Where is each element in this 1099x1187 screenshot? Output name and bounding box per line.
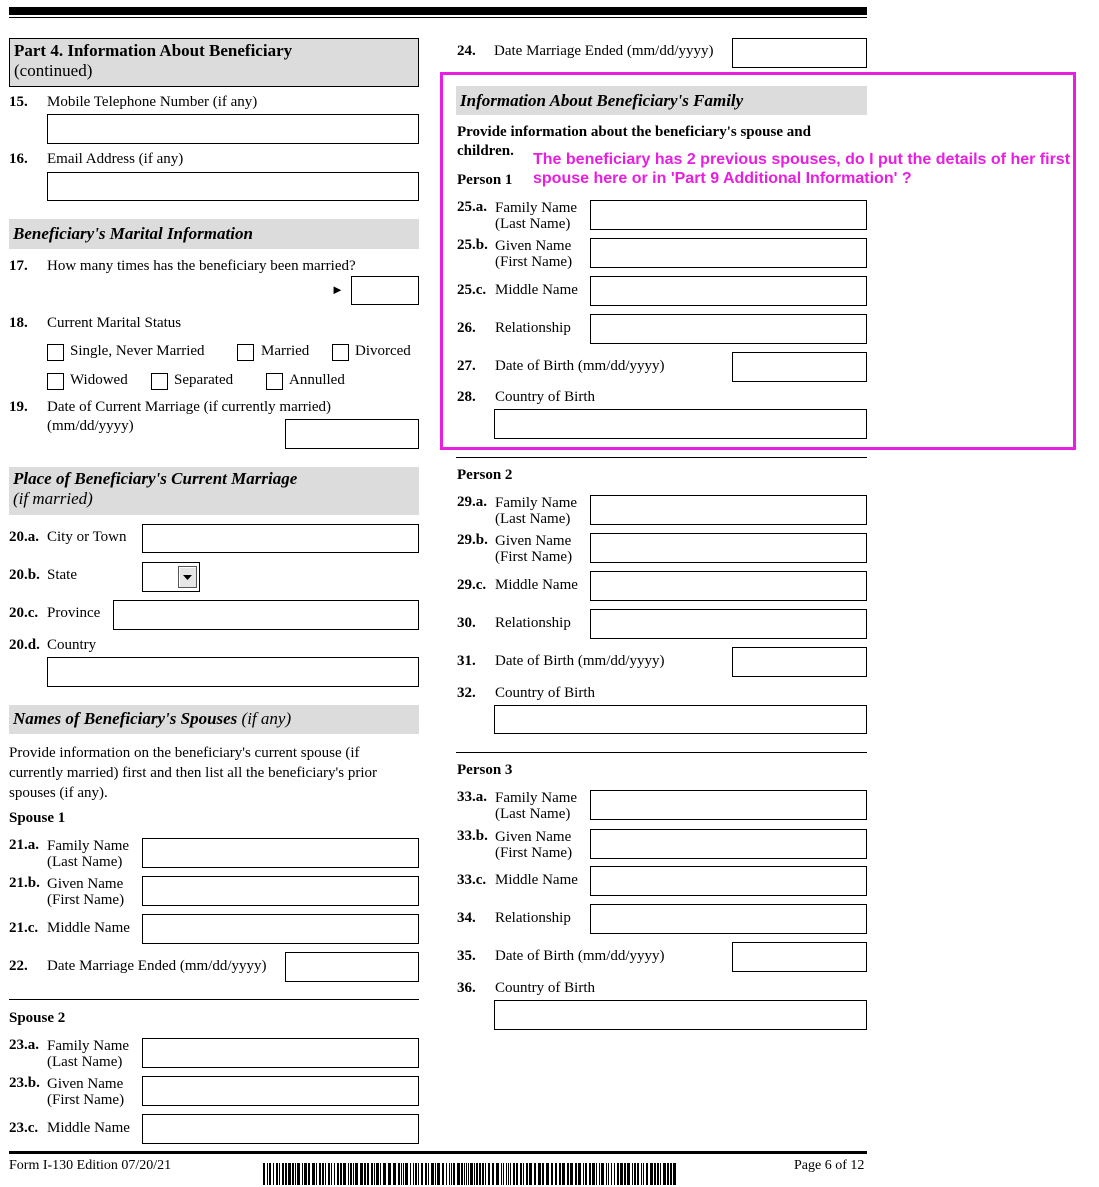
q20b-label: State <box>47 567 77 583</box>
barcode-bar <box>451 1163 452 1185</box>
q29a-number: 29.a. <box>457 494 487 510</box>
checkbox-married-label: Married <box>261 343 310 359</box>
barcode-bar <box>526 1163 528 1185</box>
spouse1-middle-name-field[interactable] <box>142 914 419 944</box>
spouse1-title: Spouse 1 <box>9 810 66 826</box>
barcode-bar <box>529 1163 532 1185</box>
barcode-bar <box>302 1163 303 1185</box>
annotation-note <box>533 150 1070 188</box>
place-marriage-title: Place of Beneficiary's Current Marriage <box>13 469 298 488</box>
q30-number: 30. <box>457 615 476 631</box>
barcode-bar <box>380 1163 381 1185</box>
q21b-label: Given Name (First Name) <box>47 876 125 908</box>
footer-form-edition: Form I-130 Edition 07/20/21 <box>9 1158 172 1173</box>
barcode-bar <box>376 1163 379 1185</box>
barcode-bar <box>328 1163 330 1185</box>
q34-label: Relationship <box>495 910 571 926</box>
q32-number: 32. <box>457 685 476 701</box>
barcode-bar <box>606 1163 607 1185</box>
q33c-number: 33.c. <box>457 872 487 888</box>
q17-number: 17. <box>9 258 28 274</box>
barcode-bar <box>446 1163 447 1185</box>
barcode-bar <box>340 1163 342 1185</box>
q25a-number: 25.a. <box>457 199 487 215</box>
family-intro-line1: Provide information about the beneficiary's spouse and <box>457 124 811 140</box>
barcode-bar <box>632 1163 633 1185</box>
q24-label: Date Marriage Ended (mm/dd/yyyy) <box>494 43 714 59</box>
spouse2-middle-name-field[interactable] <box>142 1114 419 1144</box>
barcode-bar <box>516 1163 518 1185</box>
barcode-bar <box>371 1163 373 1185</box>
barcode-bar <box>654 1163 656 1185</box>
q26-label: Relationship <box>495 320 571 336</box>
q23b-label: Given Name (First Name) <box>47 1076 125 1108</box>
q19-label: Date of Current Marriage (if currently married) <box>47 399 332 415</box>
barcode-bar <box>646 1163 648 1185</box>
annotation-line2: spouse here or in 'Part 9 Additional Information' ? <box>533 170 912 187</box>
q29b-number: 29.b. <box>457 532 488 548</box>
barcode-bar <box>555 1163 557 1185</box>
barcode-bar <box>567 1163 569 1185</box>
barcode-bar <box>476 1163 478 1185</box>
spouse2-given-name-field[interactable] <box>142 1076 419 1106</box>
person3-country-birth-field[interactable] <box>494 1000 867 1030</box>
barcode-bar <box>297 1163 300 1185</box>
q20d-label: Country <box>47 637 97 653</box>
q23a-label: Family Name (Last Name) <box>47 1038 130 1070</box>
spouses-header <box>9 705 419 734</box>
barcode-bar <box>322 1163 324 1185</box>
person3-relationship-field[interactable] <box>590 904 867 934</box>
barcode-bar <box>466 1163 467 1185</box>
barcode-bar <box>596 1163 597 1185</box>
barcode-bar <box>401 1163 402 1185</box>
barcode-bar <box>617 1163 619 1185</box>
q23b-number: 23.b. <box>9 1075 40 1091</box>
person-divider-1 <box>456 457 867 458</box>
barcode-bar <box>442 1163 444 1185</box>
barcode-bar <box>388 1163 391 1185</box>
barcode-bar <box>470 1163 473 1185</box>
barcode-bar <box>570 1163 573 1185</box>
barcode-bar <box>464 1163 465 1185</box>
q21c-label: Middle Name <box>47 920 130 936</box>
barcode-bar <box>663 1163 666 1185</box>
spouses-intro-line2: currently married) first and then list all the beneficiary's prior <box>9 765 377 781</box>
barcode-bar <box>269 1163 271 1185</box>
barcode-bar <box>418 1163 419 1185</box>
barcode-bar <box>592 1163 595 1185</box>
place-marriage-sub: (if married) <box>13 489 93 508</box>
barcode-bar <box>657 1163 659 1185</box>
barcode-bar <box>415 1163 417 1185</box>
q33c-label: Middle Name <box>495 872 578 888</box>
barcode-bar <box>534 1163 536 1185</box>
q25c-number: 25.c. <box>457 282 487 298</box>
family-info-header: Information About Beneficiary's Family <box>456 86 867 115</box>
spouses-intro-line3: spouses (if any). <box>9 785 108 801</box>
barcode-bar <box>670 1163 672 1185</box>
checkbox-separated-label: Separated <box>174 372 234 388</box>
person3-family-name-field[interactable] <box>590 790 867 820</box>
barcode-bar <box>624 1163 626 1185</box>
barcode-bar <box>267 1163 268 1185</box>
checkbox-widowed-label: Widowed <box>70 372 128 388</box>
person1-country-birth-field[interactable] <box>494 409 867 439</box>
barcode-bar <box>295 1163 296 1185</box>
barcode-bar <box>634 1163 636 1185</box>
barcode-bar <box>355 1163 358 1185</box>
spouse2-family-name-field[interactable] <box>142 1038 419 1068</box>
times-married-field[interactable] <box>351 276 419 305</box>
q28-label: Country of Birth <box>495 389 595 405</box>
q27-label: Date of Birth (mm/dd/yyyy) <box>495 358 665 374</box>
arrow-icon: ► <box>331 282 344 297</box>
q29b-label: Given Name (First Name) <box>495 533 573 565</box>
q20c-number: 20.c. <box>9 605 39 621</box>
spouse2-title: Spouse 2 <box>9 1010 66 1026</box>
barcode-bar <box>449 1163 450 1185</box>
q24-number: 24. <box>457 43 476 59</box>
q15-number: 15. <box>9 94 28 110</box>
barcode-bar <box>410 1163 411 1185</box>
person1-family-name-field[interactable] <box>590 200 867 230</box>
q23c-label: Middle Name <box>47 1120 130 1136</box>
barcode-bar <box>482 1163 484 1185</box>
barcode-bar <box>513 1163 515 1185</box>
part4-title: Part 4. Information About Beneficiary <box>14 41 293 60</box>
barcode-bar <box>660 1163 661 1185</box>
top-rule <box>9 7 867 15</box>
checkbox-married[interactable] <box>237 344 254 361</box>
q25b-number: 25.b. <box>457 237 488 253</box>
q32-label: Country of Birth <box>495 685 595 701</box>
q35-number: 35. <box>457 948 476 964</box>
checkbox-annulled-label: Annulled <box>289 372 345 388</box>
barcode-bar <box>279 1163 280 1185</box>
barcode-bar <box>485 1163 486 1185</box>
q21a-number: 21.a. <box>9 837 39 853</box>
spouses-intro-line1: Provide information on the beneficiary's current spouse (if <box>9 745 360 761</box>
barcode-bar <box>650 1163 653 1185</box>
state-select[interactable] <box>142 562 200 592</box>
barcode-bar <box>413 1163 414 1185</box>
q29a-label: Family Name (Last Name) <box>495 495 578 527</box>
q21b-number: 21.b. <box>9 875 40 891</box>
barcode-bar <box>520 1163 522 1185</box>
q19-number: 19. <box>9 399 28 415</box>
q20d-number: 20.d. <box>9 637 40 653</box>
q20c-label: Province <box>47 605 101 621</box>
barcode-bar <box>578 1163 581 1185</box>
province-field[interactable] <box>113 600 419 630</box>
person2-country-birth-field[interactable] <box>494 705 867 734</box>
barcode-bar <box>282 1163 284 1185</box>
q25a-label: Family Name (Last Name) <box>495 200 578 232</box>
spouse1-family-name-field[interactable] <box>142 838 419 868</box>
place-marriage-header <box>9 467 419 515</box>
barcode-bar <box>360 1163 363 1185</box>
barcode-bar <box>637 1163 639 1185</box>
checkbox-single-label: Single, Never Married <box>70 343 205 359</box>
barcode-bar <box>542 1163 544 1185</box>
barcode-bar <box>431 1163 434 1185</box>
barcode-bar <box>643 1163 644 1185</box>
barcode-bar <box>546 1163 549 1185</box>
q33a-label: Family Name (Last Name) <box>495 790 578 822</box>
barcode-bar <box>308 1163 310 1185</box>
barcode-bar <box>312 1163 315 1185</box>
marital-info-header: Beneficiary's Marital Information <box>9 219 419 249</box>
q33b-label: Given Name (First Name) <box>495 829 573 861</box>
barcode-bar <box>374 1163 375 1185</box>
barcode-bar <box>319 1163 321 1185</box>
checkbox-separated[interactable] <box>151 373 168 390</box>
barcode-bar <box>334 1163 335 1185</box>
barcode-bar <box>501 1163 502 1185</box>
barcode-bar <box>608 1163 609 1185</box>
barcode-bar <box>288 1163 291 1185</box>
barcode-bar <box>510 1163 511 1185</box>
q16-label: Email Address (if any) <box>47 151 184 167</box>
q15-label: Mobile Telephone Number (if any) <box>47 94 258 110</box>
q33b-number: 33.b. <box>457 828 488 844</box>
spouse2-marriage-ended-field[interactable] <box>732 38 867 68</box>
q25c-label: Middle Name <box>495 282 578 298</box>
checkbox-widowed[interactable] <box>47 373 64 390</box>
q17-label: How many times has the beneficiary been married? <box>47 258 356 274</box>
barcode-bar <box>474 1163 475 1185</box>
part4-continued: (continued) <box>14 61 93 80</box>
barcode-bar <box>496 1163 499 1185</box>
q22-label: Date Marriage Ended (mm/dd/yyyy) <box>47 958 267 974</box>
person2-dob-field[interactable] <box>732 647 867 677</box>
person1-relationship-field[interactable] <box>590 314 867 344</box>
barcode-bar <box>403 1163 404 1185</box>
barcode-bar <box>348 1163 349 1185</box>
part4-header <box>9 38 419 87</box>
spouse1-given-name-field[interactable] <box>142 876 419 906</box>
person2-relationship-field[interactable] <box>590 609 867 639</box>
person3-middle-name-field[interactable] <box>590 866 867 896</box>
barcode-bar <box>437 1163 440 1185</box>
barcode-bar <box>292 1163 294 1185</box>
q20a-label: City or Town <box>47 529 127 545</box>
person1-dob-field[interactable] <box>732 352 867 382</box>
current-marriage-date-field[interactable] <box>285 419 419 449</box>
barcode-bar <box>343 1163 346 1185</box>
q23a-number: 23.a. <box>9 1037 39 1053</box>
person3-given-name-field[interactable] <box>590 829 867 859</box>
q33a-number: 33.a. <box>457 789 487 805</box>
barcode-bar <box>325 1163 326 1185</box>
family-intro-line2: children. <box>457 143 514 159</box>
barcode-bar <box>503 1163 504 1185</box>
q30-label: Relationship <box>495 615 571 631</box>
barcode-bar <box>421 1163 423 1185</box>
barcode-bar <box>559 1163 561 1185</box>
barcode-bar <box>453 1163 455 1185</box>
barcode-bar <box>641 1163 642 1185</box>
barcode-bar <box>479 1163 481 1185</box>
checkbox-divorced-label: Divorced <box>355 343 411 359</box>
q19-format: (mm/dd/yyyy) <box>47 418 134 434</box>
q35-label: Date of Birth (mm/dd/yyyy) <box>495 948 665 964</box>
barcode-bar <box>350 1163 352 1185</box>
q27-number: 27. <box>457 358 476 374</box>
barcode-bar <box>620 1163 623 1185</box>
person3-dob-field[interactable] <box>732 942 867 972</box>
barcode-bar <box>468 1163 469 1185</box>
barcode-bar <box>614 1163 615 1185</box>
barcode-bar <box>488 1163 490 1185</box>
q26-number: 26. <box>457 320 476 336</box>
person2-family-name-field[interactable] <box>590 495 867 525</box>
q36-number: 36. <box>457 980 476 996</box>
barcode-bar <box>627 1163 630 1185</box>
barcode-bar <box>538 1163 541 1185</box>
q22-number: 22. <box>9 958 28 974</box>
person2-title: Person 2 <box>457 467 513 483</box>
q25b-label: Given Name (First Name) <box>495 238 573 270</box>
top-rule-thin <box>9 17 867 18</box>
barcode-bar <box>405 1163 408 1185</box>
barcode-bar <box>589 1163 591 1185</box>
spouses-title: Names of Beneficiary's Spouses <box>13 709 238 728</box>
spouses-sub: (if any) <box>241 709 292 728</box>
barcode-bar <box>263 1163 265 1185</box>
spouses-intro <box>9 743 419 803</box>
q29c-label: Middle Name <box>495 577 578 593</box>
checkbox-divorced[interactable] <box>332 344 349 361</box>
barcode-bar <box>667 1163 669 1185</box>
q16-number: 16. <box>9 151 28 167</box>
mobile-phone-field[interactable] <box>47 114 419 144</box>
person2-middle-name-field[interactable] <box>590 571 867 601</box>
annotation-line1: The beneficiary has 2 previous spouses, do I put the details of her first <box>533 151 1071 168</box>
q31-label: Date of Birth (mm/dd/yyyy) <box>495 653 665 669</box>
barcode-bar <box>575 1163 577 1185</box>
barcode-bar <box>276 1163 278 1185</box>
person1-given-name-field[interactable] <box>590 238 867 268</box>
barcode-bar <box>316 1163 317 1185</box>
barcode-bar <box>383 1163 386 1185</box>
barcode-bar <box>506 1163 507 1185</box>
barcode-bar <box>435 1163 436 1185</box>
barcode-bar <box>562 1163 565 1185</box>
checkbox-single[interactable] <box>47 344 64 361</box>
email-field[interactable] <box>47 172 419 201</box>
barcode-bar <box>461 1163 463 1185</box>
barcode-bar <box>364 1163 366 1185</box>
barcode-bar <box>551 1163 553 1185</box>
q28-number: 28. <box>457 389 476 405</box>
person-divider-2 <box>456 752 867 753</box>
chevron-down-icon[interactable] <box>178 566 197 588</box>
q20a-number: 20.a. <box>9 529 39 545</box>
barcode-bar <box>398 1163 400 1185</box>
person2-given-name-field[interactable] <box>590 533 867 563</box>
q18-label: Current Marital Status <box>47 315 182 331</box>
q36-label: Country of Birth <box>495 980 595 996</box>
barcode-bar <box>367 1163 369 1185</box>
q20b-number: 20.b. <box>9 567 40 583</box>
person1-title: Person 1 <box>457 172 513 188</box>
barcode-bar <box>425 1163 427 1185</box>
barcode-bar <box>304 1163 307 1185</box>
person1-middle-name-field[interactable] <box>590 276 867 306</box>
barcode <box>263 1163 678 1185</box>
spouse-divider <box>9 999 419 1000</box>
barcode-bar <box>585 1163 587 1185</box>
q31-number: 31. <box>457 653 476 669</box>
barcode-bar <box>285 1163 287 1185</box>
city-town-field[interactable] <box>142 524 419 553</box>
footer-rule <box>9 1151 867 1154</box>
q21a-label: Family Name (Last Name) <box>47 838 130 870</box>
q21c-number: 21.c. <box>9 920 39 936</box>
q29c-number: 29.c. <box>457 577 487 593</box>
barcode-bar <box>673 1163 676 1185</box>
barcode-bar <box>492 1163 494 1185</box>
country-field[interactable] <box>47 657 419 687</box>
barcode-bar <box>331 1163 332 1185</box>
barcode-bar <box>393 1163 396 1185</box>
barcode-bar <box>611 1163 612 1185</box>
barcode-bar <box>583 1163 584 1185</box>
spouse1-marriage-ended-field[interactable] <box>285 952 419 982</box>
barcode-bar <box>601 1163 604 1185</box>
q23c-number: 23.c. <box>9 1120 39 1136</box>
q34-number: 34. <box>457 910 476 926</box>
barcode-bar <box>273 1163 274 1185</box>
barcode-bar <box>508 1163 509 1185</box>
checkbox-annulled[interactable] <box>266 373 283 390</box>
barcode-bar <box>599 1163 600 1185</box>
barcode-bar <box>337 1163 339 1185</box>
barcode-bar <box>457 1163 460 1185</box>
footer-page-number: Page 6 of 12 <box>794 1158 865 1173</box>
person3-title: Person 3 <box>457 762 513 778</box>
barcode-bar <box>523 1163 524 1185</box>
q18-number: 18. <box>9 315 28 331</box>
barcode-bar <box>353 1163 354 1185</box>
barcode-bar <box>428 1163 429 1185</box>
